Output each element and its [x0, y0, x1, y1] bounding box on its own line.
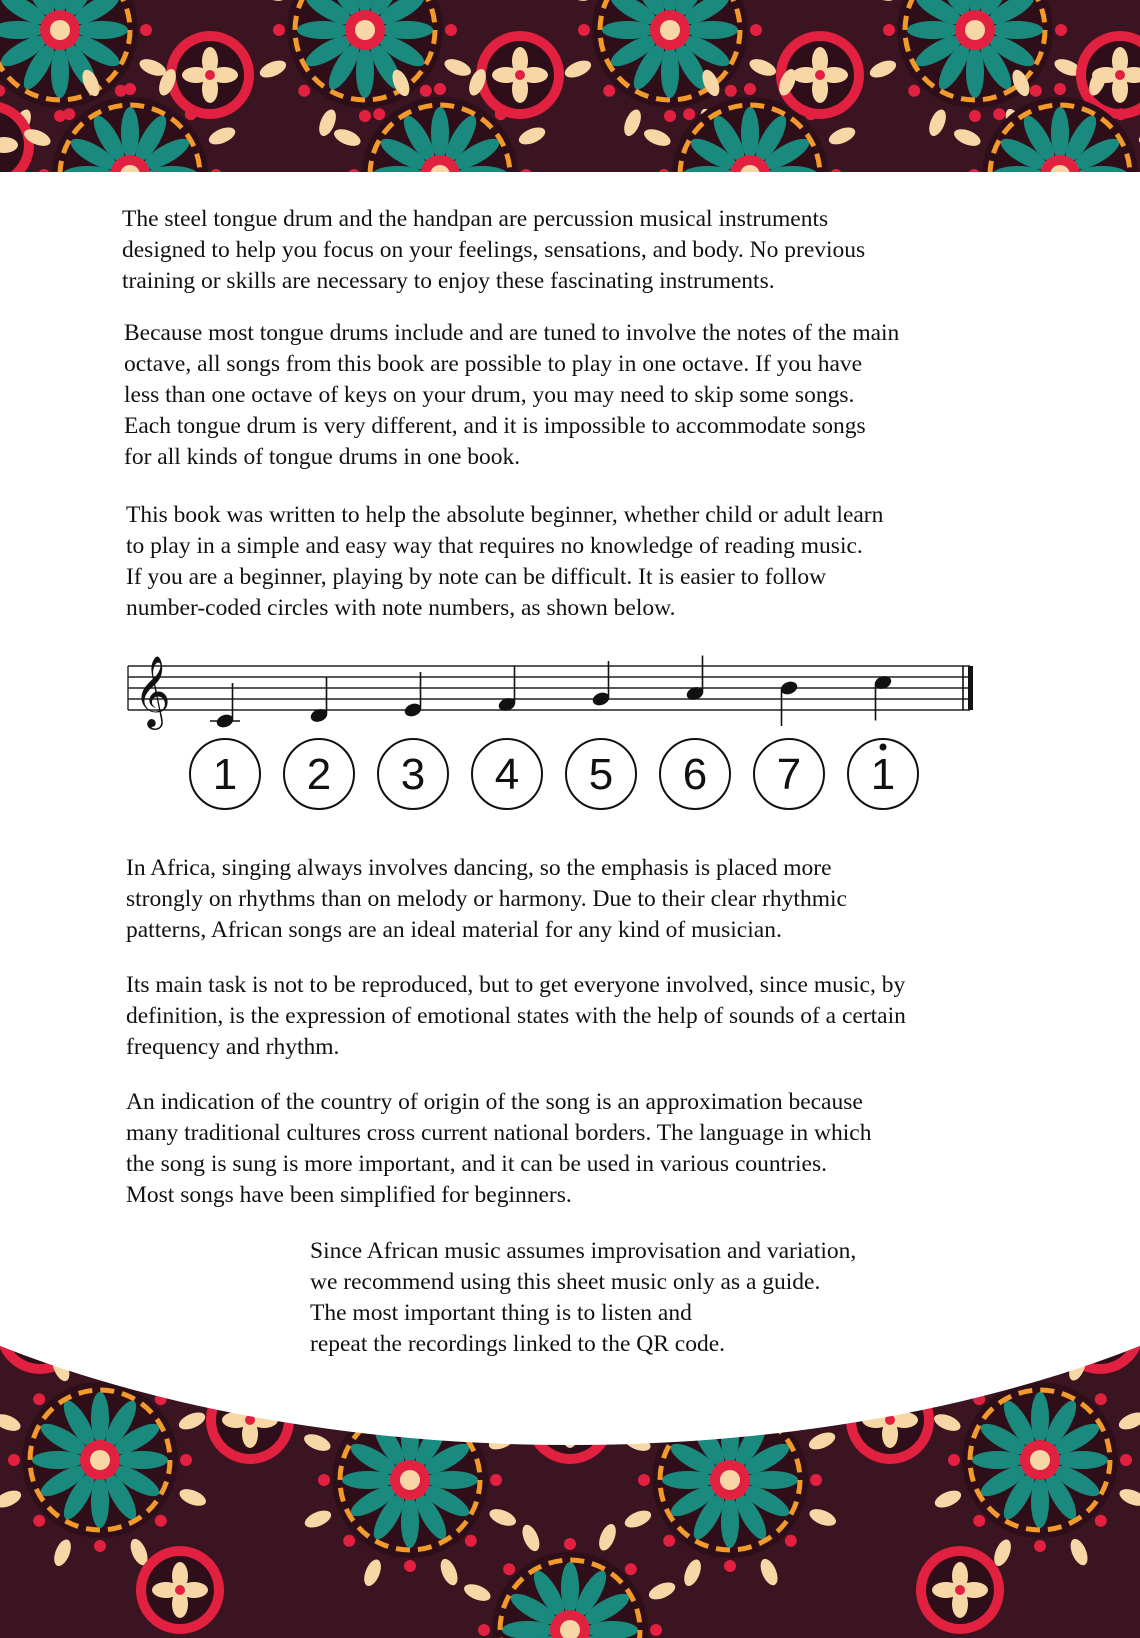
- note-number-circle: [190, 739, 260, 809]
- note-G4: [591, 661, 611, 708]
- treble-clef-icon: 𝄞: [134, 654, 171, 727]
- paragraph-beginner: This book was written to help the absolute beginner, whether child or adult learn to play in a simple and easy way that requires no knowledge of reading music. If you are a beginner, playing by note can be difficult. It is easier to follow number-coded circles with note numbers, as shown below.: [126, 502, 884, 621]
- note-number-circles: [190, 739, 918, 809]
- note-number-circle: [566, 739, 636, 809]
- note-number-chart: [120, 640, 1000, 820]
- note-number-label: 3: [400, 750, 426, 799]
- note-number-circle: [284, 739, 354, 809]
- note-number-circle: [472, 739, 542, 809]
- paragraph-task: Its main task is not to be reproduced, but to get everyone involved, since music, by definition, is the expression of emotional states with the help of sounds of a certain frequency and rhythm.: [126, 972, 906, 1060]
- paragraph-octave: Because most tongue drums include and are tuned to involve the notes of the main octave, all songs from this book are possible to play in one octave. If you have less than one octave of keys on your drum, you may need to skip some songs. Each tongue drum is very different, and it is impossible to accommodate songs for all kinds of tongue drums in one book.: [124, 320, 900, 470]
- note-number-label: 5: [588, 750, 614, 799]
- note-number-label: 4: [494, 750, 520, 799]
- note-B4: [779, 679, 799, 726]
- note-C5: [873, 674, 893, 721]
- note-A4: [685, 656, 705, 703]
- note-number-label: 7: [776, 750, 802, 799]
- paragraph-africa: In Africa, singing always involves dancing, so the emphasis is placed more strongly on rhythms than on melody or harmony. Due to their clear rhythmic patterns, African songs are an ideal material for any kind of musician.: [126, 855, 847, 943]
- note-number-label: 2: [306, 750, 332, 799]
- paragraph-intro: The steel tongue drum and the handpan are percussion musical instruments designed to help you focus on your feelings, sensations, and body. No previous training or skills are necessary to enjoy these fascinating instruments.: [122, 206, 866, 294]
- note-D4: [309, 678, 329, 725]
- note-F4: [497, 667, 517, 714]
- paragraph-guide: Since African music assumes improvisation and variation, we recommend using this sheet music only as a guide. The most important thing is to listen and repeat the recordings linked to the QR code.: [310, 1238, 857, 1357]
- paragraph-origin: An indication of the country of origin of the song is an approximation because many traditional cultures cross current national borders. The language in which the song is sung is more important, and it can be used in various countries. Most songs have been simplified for beginners.: [126, 1089, 872, 1208]
- note-E4: [403, 672, 423, 719]
- note-number-circle: [660, 739, 730, 809]
- note-number-label: 1: [212, 750, 238, 799]
- note-number-circle: [848, 739, 918, 809]
- octave-dot: [880, 744, 887, 751]
- note-number-label: 1: [870, 750, 896, 799]
- staff-lines: [128, 666, 970, 710]
- note-C4: [210, 683, 240, 730]
- note-number-circle: [378, 739, 448, 809]
- note-number-label: 6: [682, 750, 708, 799]
- note-number-circle: [754, 739, 824, 809]
